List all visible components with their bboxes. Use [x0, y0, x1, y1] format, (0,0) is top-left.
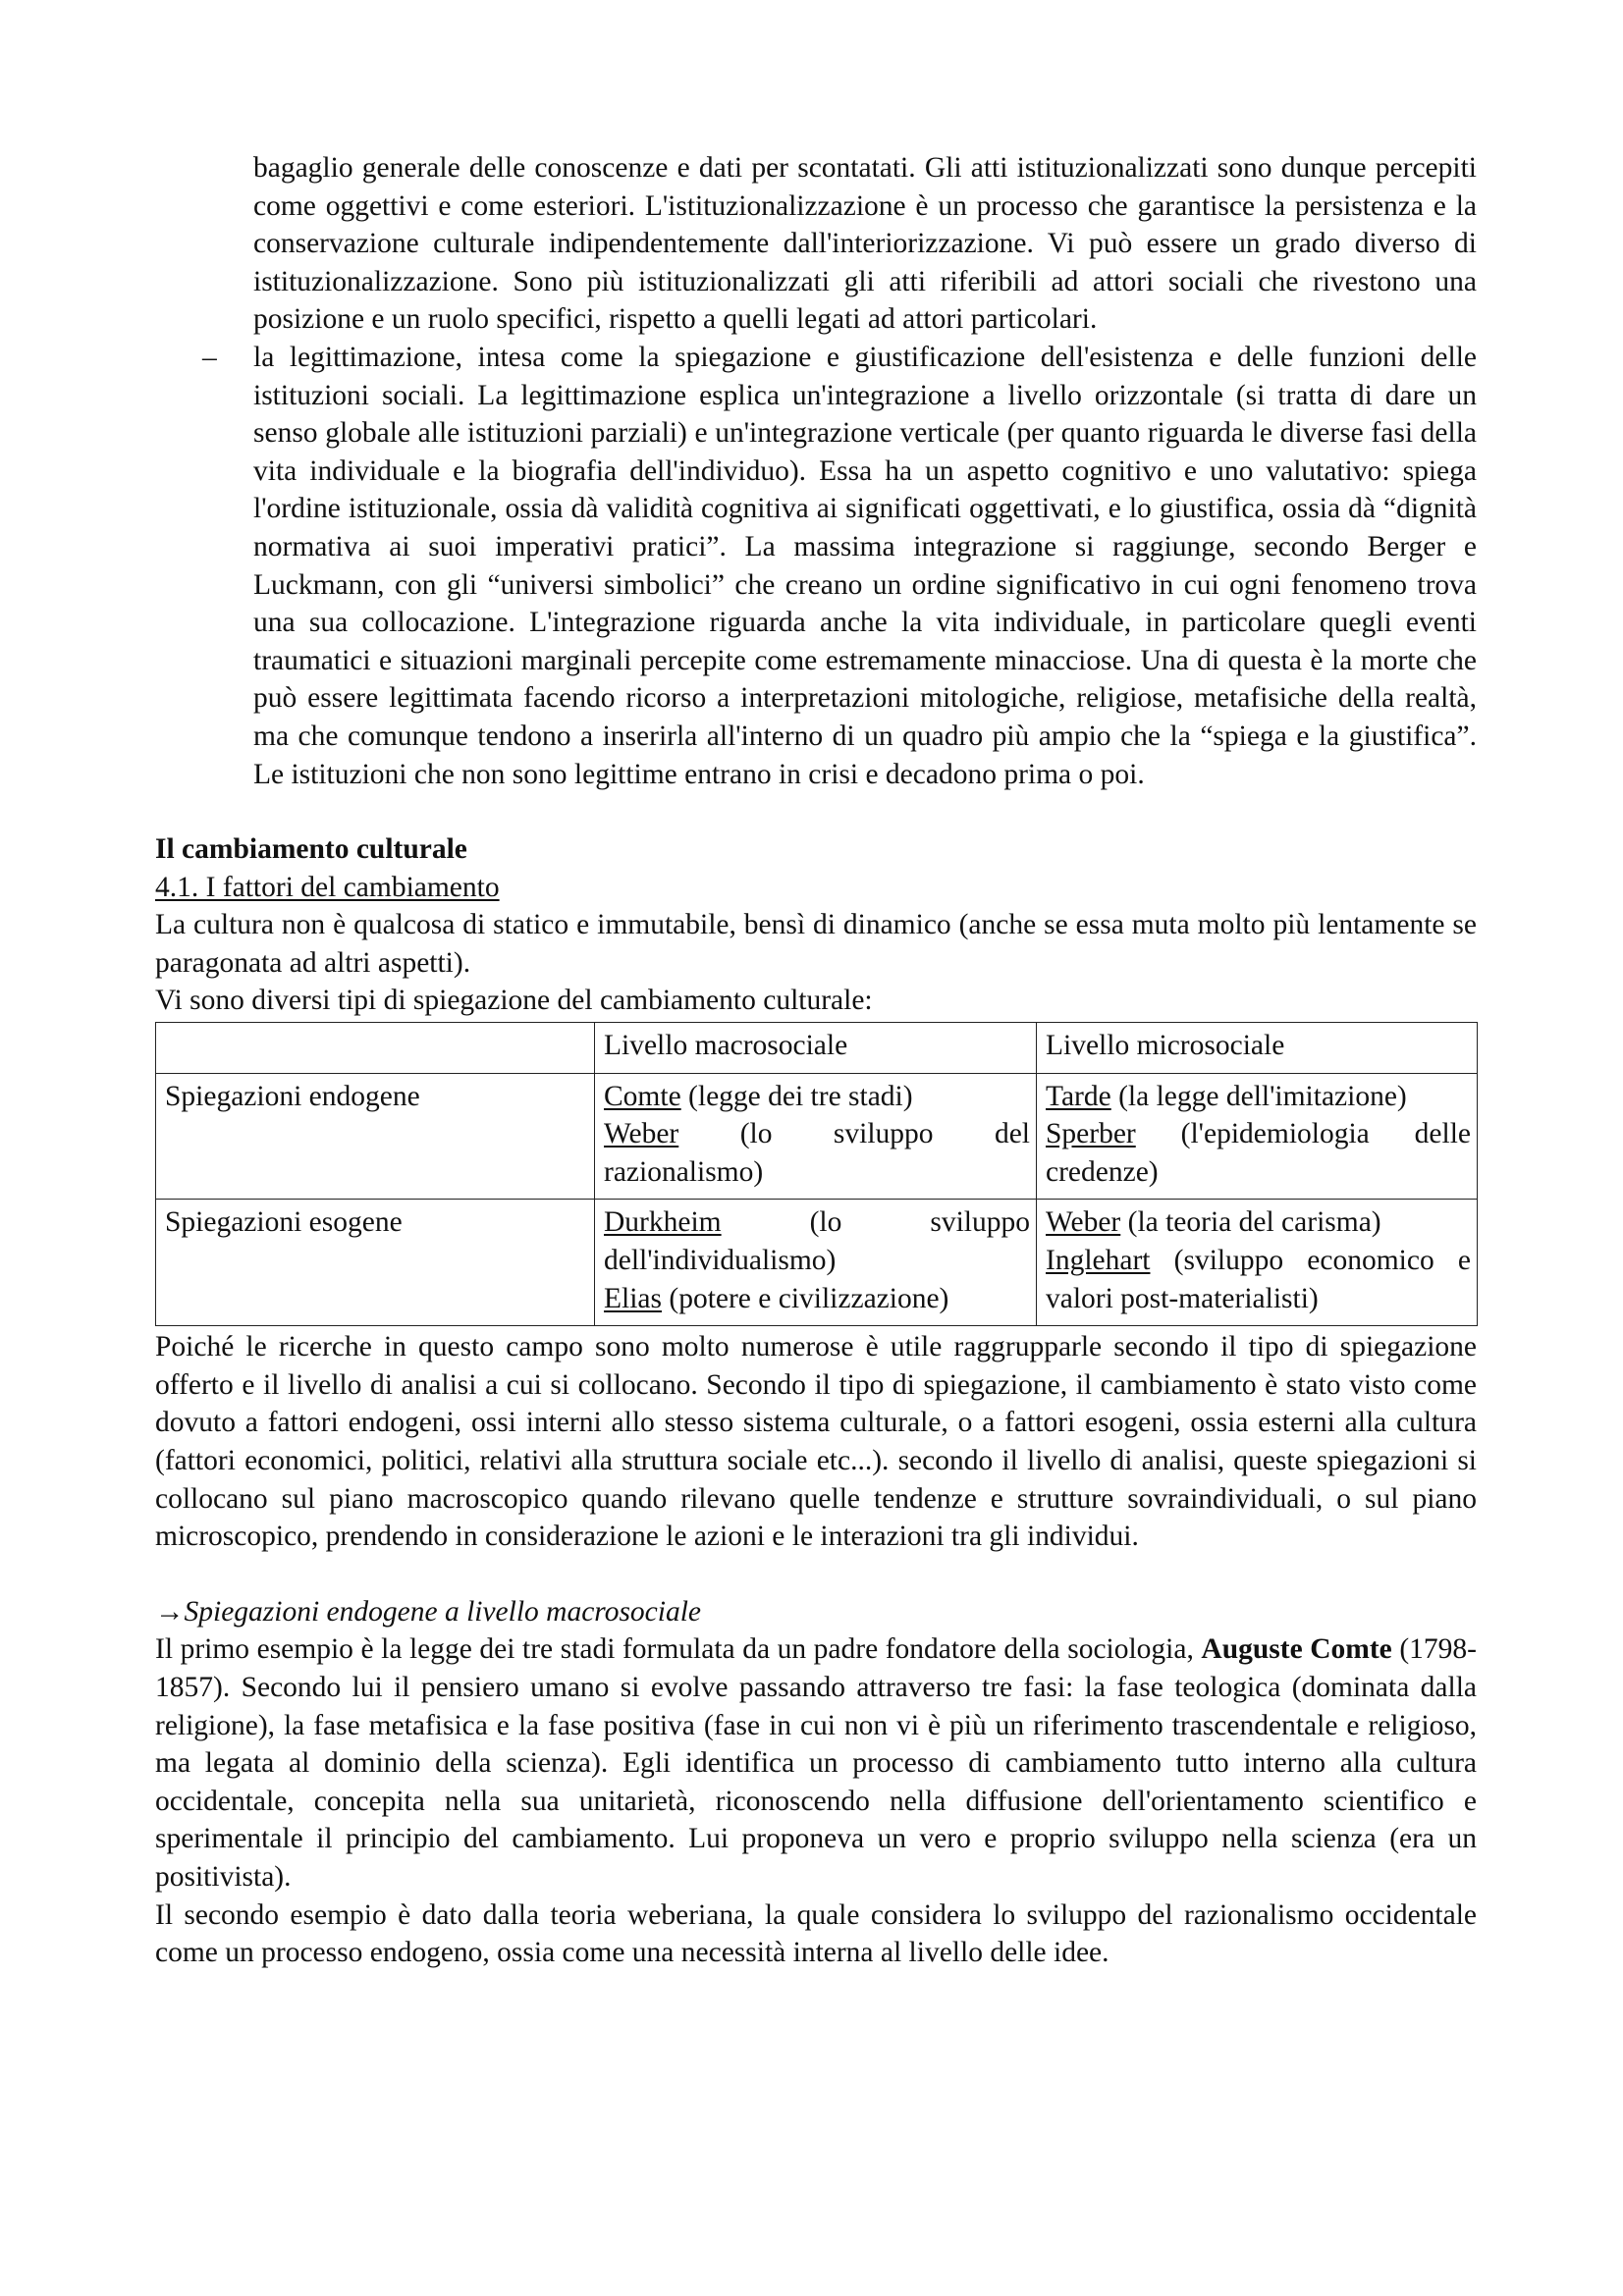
table-row-esogene: [156, 1200, 1478, 1326]
arrow-heading-text: Spiegazioni endogene a livello macrosociale: [184, 1595, 702, 1628]
arrow-heading: [155, 1593, 1477, 1631]
table-header-macro: Livello macrosociale: [595, 1023, 1037, 1074]
author-name: Tarde: [1046, 1080, 1111, 1112]
comte-paragraph: [155, 1630, 1477, 1896]
author-desc: (lo sviluppo del razionalismo): [604, 1118, 1030, 1188]
continuation-paragraph: bagaglio generale delle conoscenze e dati per scontatati. Gli atti istituzionalizzati sono dunque percepiti come oggettivi e come esteriori. L'istituzionalizzazione è un processo che garantisce la persistenza e la conservazione culturale indipendentemente dall'interiorizzazione. Vi può essere un grado diverso di istituzionalizzazione. Sono più istituzionalizzati gli atti riferibili ad attori sociali che rivestono una posizione e un ruolo specifici, rispetto a quelli legati ad attori particolari.: [253, 152, 1477, 336]
table-row-endogene: [156, 1073, 1478, 1200]
author-name: Elias: [604, 1282, 662, 1314]
author-desc: (l'epidemiologia delle credenze): [1046, 1118, 1471, 1188]
cell-endogene-micro: [1037, 1073, 1478, 1200]
intro-paragraph: La cultura non è qualcosa di statico e immutabile, bensì di dinamico (anche se essa muta molto più lentamente se paragonata ad altri aspetti).: [155, 909, 1477, 979]
author-name: Durkheim: [604, 1206, 722, 1239]
author-desc: (la legge dell'imitazione): [1110, 1080, 1407, 1112]
after-table-paragraph: Poiché le ricerche in questo campo sono molto numerose è utile raggrupparle secondo il tipo di spiegazione offerto e il livello di analisi a cui si collocano. Secondo il tipo di spiegazione, il cambiamento è stato visto come dovuto a fattori endogeni, ossi interni allo stesso sistema culturale, o a fattori esogeni, ossia esterni alla cultura (fattori economici, politici, relativi alla struttura sociale etc...). secondo il livello di analisi, queste spiegazioni si collocano sul piano macroscopico quando rilevano quelle tendenze e strutture sovraindividuali, o sul piano microscopico, prendendo in considerazione le azioni e le interazioni tra gli individui.: [155, 1331, 1477, 1553]
bullet-text-legittimazione: la legittimazione, intesa come la spiegazione e giustificazione dell'esistenza e delle funzioni delle istituzioni sociali. La legittimazione esplica un'integrazione a livello orizzontale (si tratta di dare un senso globale alle istituzioni parziali) e un'integrazione verticale (per quanto riguarda le diverse fasi della vita individuale e la biografia dell'individuo). Essa ha un aspetto cognitivo e uno valutativo: spiega l'ordine istituzionale, ossia dà validità cognitiva ai significati oggettivati, e lo giustifica, ossia dà “dignità normativa ai suoi imperativi pratici”. La massima integrazione si raggiunge, secondo Berger e Luckmann, con gli “universi simbolici” che creano un ordine significativo in cui ogni fenomeno trova una sua collocazione. L'integrazione riguarda anche la vita individuale, in particolare quegli eventi traumatici e situazioni marginali percepite come estremamente minacciose. Una di questa è la morte che può essere legittimata facendo ricorso a interpretazioni mitologiche, religiose, metafisiche della realtà, ma che comunque tendono a inserirla all'interno di un quadro più ampio che la “spiega e la giustifica”. Le istituzioni che non sono legittime entrano in crisi e decadono prima o poi.: [253, 341, 1477, 790]
cell-esogene-macro: [595, 1200, 1037, 1326]
comte-text-before: Il primo esempio è la legge dei tre stadi formulata da un padre fondatore della sociologia,: [155, 1633, 1202, 1666]
subsection-title: 4.1. I fattori del cambiamento: [155, 871, 500, 903]
bullet-list: [202, 149, 1477, 793]
table-intro: Vi sono diversi tipi di spiegazione del cambiamento culturale:: [155, 985, 873, 1017]
comte-text-after: (1798-1857). Secondo lui il pensiero umano si evolve passando attraverso tre fasi: la fase teologica (dominata dalla religione), la fase metafisica e la fase positiva (fase in cui non vi è più un riferimento trascendentale e religioso, ma legata al dominio della scienza). Egli identifica un processo di cambiamento tutto interno alla cultura occidentale, concepita nella sua unitarietà, riconoscendo nella diffusione dell'orientamento scientifico e sperimentale il principio del cambiamento. Lui proponeva un vero e proprio sviluppo nella scienza (era un positivista).: [155, 1633, 1477, 1893]
cell-esogene-micro: [1037, 1200, 1478, 1326]
arrow-right-icon: →: [155, 1595, 185, 1628]
document-body: [155, 149, 1477, 1972]
section-title: Il cambiamento culturale: [155, 833, 467, 866]
author-desc: (legge dei tre stadi): [680, 1080, 913, 1112]
author-desc: (potere e civilizzazione): [662, 1282, 949, 1314]
author-name: Inglehart: [1046, 1245, 1151, 1277]
author-name: Sperber: [1046, 1118, 1136, 1150]
row-label-endogene: Spiegazioni endogene: [156, 1073, 595, 1200]
weber-paragraph: Il secondo esempio è dato dalla teoria weberiana, la quale considera lo sviluppo del razionalismo occidentale come un processo endogeno, ossia come una necessità interna al livello delle idee.: [155, 1898, 1477, 1969]
author-name: Weber: [1046, 1206, 1121, 1239]
author-desc: (sviluppo economico e valori post-materialisti): [1046, 1245, 1471, 1314]
explanation-table: [155, 1022, 1478, 1326]
author-desc: (lo sviluppo dell'individualismo): [604, 1206, 1030, 1277]
comte-name: Auguste Comte: [1201, 1633, 1392, 1666]
author-name: Weber: [604, 1118, 679, 1150]
spacer: [155, 1556, 1477, 1593]
bullet-item-legittimazione: [202, 339, 1477, 793]
author-desc: (la teoria del carisma): [1120, 1206, 1381, 1239]
dash-bullet: –: [202, 341, 217, 373]
row-label-esogene: Spiegazioni esogene: [156, 1200, 595, 1326]
spacer: [155, 793, 1477, 830]
table-header-micro: Livello microsociale: [1037, 1023, 1478, 1074]
author-name: Comte: [604, 1080, 681, 1112]
table-cell-empty: [156, 1023, 595, 1074]
cell-endogene-macro: [595, 1073, 1037, 1200]
table-header-row: [156, 1023, 1478, 1074]
